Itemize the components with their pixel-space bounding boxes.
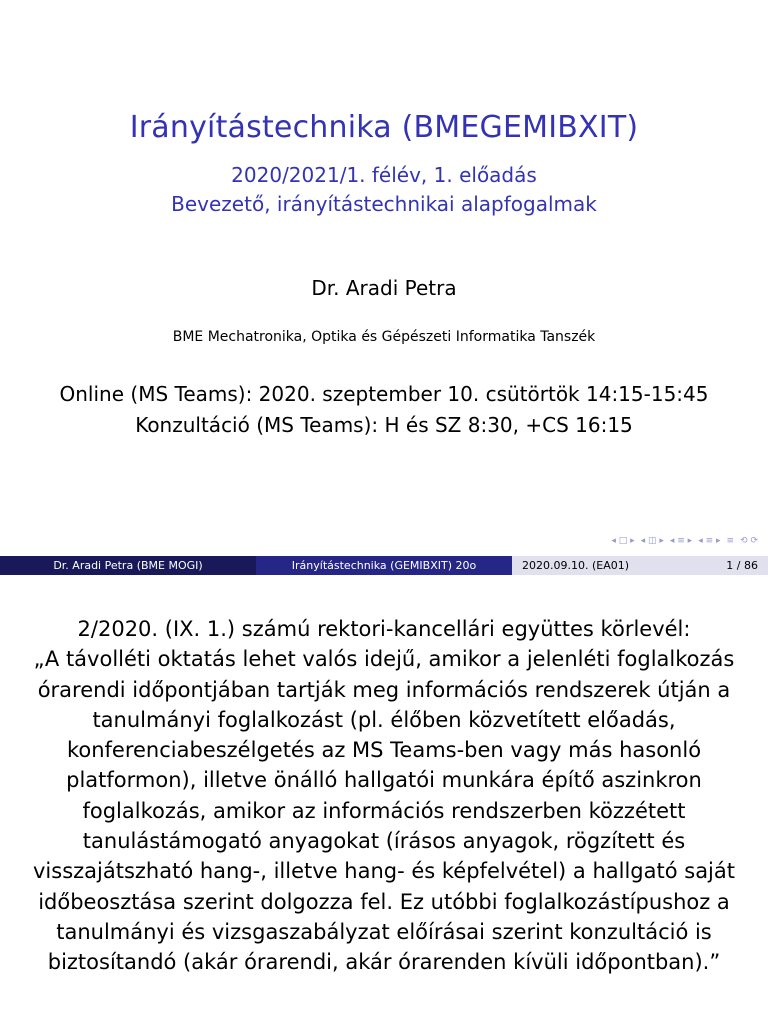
- nav-frame-icon[interactable]: ◂ □ ▸: [611, 536, 635, 546]
- nav-subsection-icon[interactable]: ◂ ◫ ▸: [640, 536, 664, 546]
- author-name: Dr. Aradi Petra: [311, 276, 457, 300]
- institute-name: BME Mechatronika, Optika és Gépészeti Informatika Tanszék: [172, 329, 596, 345]
- quote-line: tanulástámogató anyagokat (írásos anyagok, rögzített és: [82, 829, 686, 854]
- quote-line: foglalkozás, amikor az információs rendszerben közzétett: [82, 798, 686, 823]
- quote-line: tanulmányi és vizsgaszabályzat előírásai szerint konzultáció is: [56, 919, 712, 944]
- footer-author: Dr. Aradi Petra (BME MOGI): [0, 556, 256, 575]
- quote-line: konferenciabeszélgetés az MS Teams-ben vagy más hasonló: [66, 738, 702, 763]
- slide-subtitle-semester: 2020/2021/1. félév, 1. előadás: [231, 163, 537, 187]
- circular-quote: [0, 614, 768, 978]
- slide-title: Irányítástechnika (BMEGEMIBXIT): [129, 110, 639, 145]
- footer-page-number: 1 / 86: [726, 559, 758, 572]
- footer-title: Irányítástechnika (GEMIBXIT) 20o: [256, 556, 512, 575]
- nav-section-icon[interactable]: ◂ ≡ ▸: [669, 536, 693, 546]
- footer-bar: [0, 556, 768, 575]
- consultation-schedule: Konzultáció (MS Teams): H és SZ 8:30, +CS 16:15: [135, 413, 633, 437]
- footer-date: 2020.09.10. (EA01): [522, 559, 630, 572]
- slide-subtitle-topic: Bevezető, irányítástechnikai alapfogalmak: [171, 192, 597, 216]
- quote-line: tanulmányi foglalkozást (pl. élőben közvetített előadás,: [92, 707, 676, 732]
- quote-line: „A távolléti oktatás lehet valós idejű, amikor a jelenléti foglalkozás: [33, 647, 735, 672]
- nav-document-icon[interactable]: ◂ ≡ ▸: [698, 536, 721, 546]
- beamer-navigation: [611, 534, 758, 548]
- nav-align-icon[interactable]: ≡: [726, 536, 735, 546]
- quote-line: időbeosztása szerint dolgozza fel. Ez utóbbi foglalkozástípushoz a: [38, 889, 730, 914]
- quote-line: biztosítandó (akár órarendi, akár órarenden kívüli időpontban).”: [47, 950, 721, 975]
- nav-search-icon[interactable]: ⟲ ⟳: [740, 536, 758, 546]
- online-schedule: Online (MS Teams): 2020. szeptember 10. csütörtök 14:15-15:45: [59, 382, 709, 406]
- quote-line: órarendi időpontjában tartják meg információs rendszerek útján a: [37, 677, 731, 702]
- quote-line: 2/2020. (IX. 1.) számú rektori-kancellári együttes körlevél:: [77, 617, 691, 641]
- quote-line: platformon), illetve önálló hallgatói munkára építő aszinkron: [66, 768, 702, 793]
- quote-line: visszajátszható hang-, illetve hang- és képfelvétel) a hallgató saját: [32, 859, 735, 884]
- footer-date-page: [512, 556, 768, 575]
